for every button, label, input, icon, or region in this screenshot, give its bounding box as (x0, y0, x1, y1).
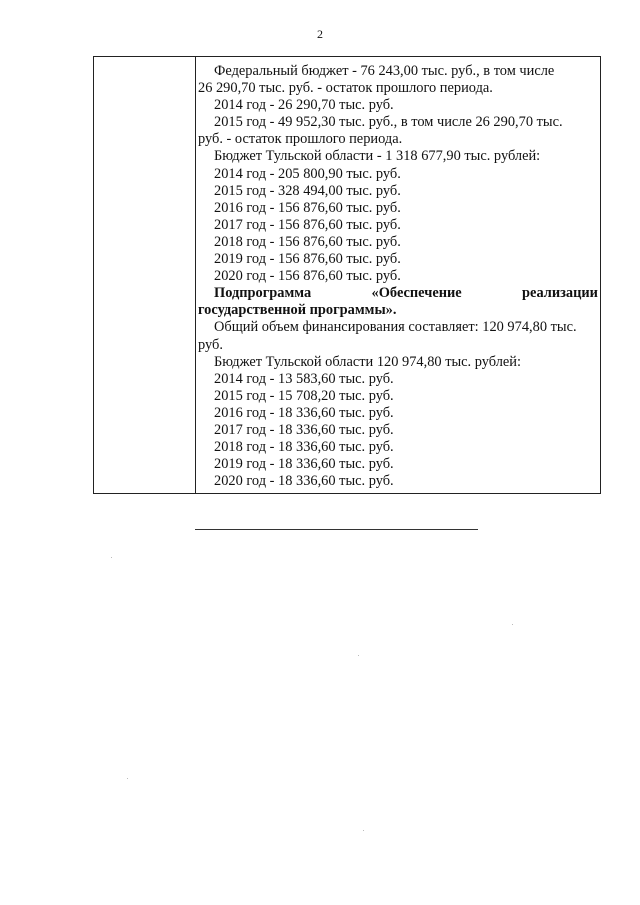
federal-budget-line-2: 26 290,70 тыс. руб. - остаток прошлого периода. (198, 80, 493, 97)
subprogram-title-word-3: реализации (522, 285, 598, 302)
federal-year-2015-line-1: 2015 год - 49 952,30 тыс. руб., в том числе 26 290,70 тыс. (214, 114, 563, 131)
regional-year-2019: 2019 год - 156 876,60 тыс. руб. (214, 251, 401, 268)
federal-year-2014: 2014 год - 26 290,70 тыс. руб. (214, 97, 394, 114)
regional-year-2014: 2014 год - 205 800,90 тыс. руб. (214, 165, 401, 182)
regional-year-2015: 2015 год - 328 494,00 тыс. руб. (214, 182, 401, 199)
regional-year-2017: 2017 год - 156 876,60 тыс. руб. (214, 216, 401, 233)
subprogram-title-line-2: государственной программы». (198, 302, 397, 319)
scan-speck (512, 624, 513, 625)
scan-speck (358, 655, 359, 656)
regional-year-2018: 2018 год - 156 876,60 тыс. руб. (214, 233, 401, 250)
subprogram-year-2014: 2014 год - 13 583,60 тыс. руб. (214, 370, 394, 387)
subprogram-year-2020: 2020 год - 18 336,60 тыс. руб. (214, 473, 394, 490)
scan-speck (363, 830, 364, 831)
subprogram-year-2018: 2018 год - 18 336,60 тыс. руб. (214, 439, 394, 456)
subprogram-year-2017: 2017 год - 18 336,60 тыс. руб. (214, 421, 394, 438)
footer-divider-line (195, 529, 478, 530)
column-divider (195, 57, 196, 493)
page-number: 2 (317, 27, 323, 41)
subprogram-year-2016: 2016 год - 18 336,60 тыс. руб. (214, 404, 394, 421)
subprogram-year-2019: 2019 год - 18 336,60 тыс. руб. (214, 456, 394, 473)
subprogram-total-line-2: руб. (198, 336, 223, 353)
subprogram-regional-header: Бюджет Тульской области 120 974,80 тыс. рублей: (214, 353, 521, 370)
federal-budget-line-1 (198, 63, 598, 80)
federal-year-2015-line-2: руб. - остаток прошлого периода. (198, 131, 403, 148)
subprogram-total-line-1: Общий объем финансирования составляет: 120 974,80 тыс. (214, 319, 577, 336)
subprogram-title-word-2: «Обеспечение (371, 285, 462, 302)
regional-year-2020: 2020 год - 156 876,60 тыс. руб. (214, 268, 401, 285)
scan-speck (111, 557, 112, 558)
scan-speck (127, 778, 128, 779)
regional-year-2016: 2016 год - 156 876,60 тыс. руб. (214, 199, 401, 216)
subprogram-year-2015: 2015 год - 15 708,20 тыс. руб. (214, 387, 394, 404)
financing-table (93, 56, 601, 494)
regional-budget-header: Бюджет Тульской области - 1 318 677,90 тыс. рублей: (214, 148, 541, 165)
federal-budget-text: Федеральный бюджет - 76 243,00 тыс. руб., в том числе (214, 63, 555, 79)
financing-cell (198, 63, 598, 490)
subprogram-title-line-1 (198, 285, 598, 302)
subprogram-title-word-1: Подпрограмма (214, 285, 312, 302)
